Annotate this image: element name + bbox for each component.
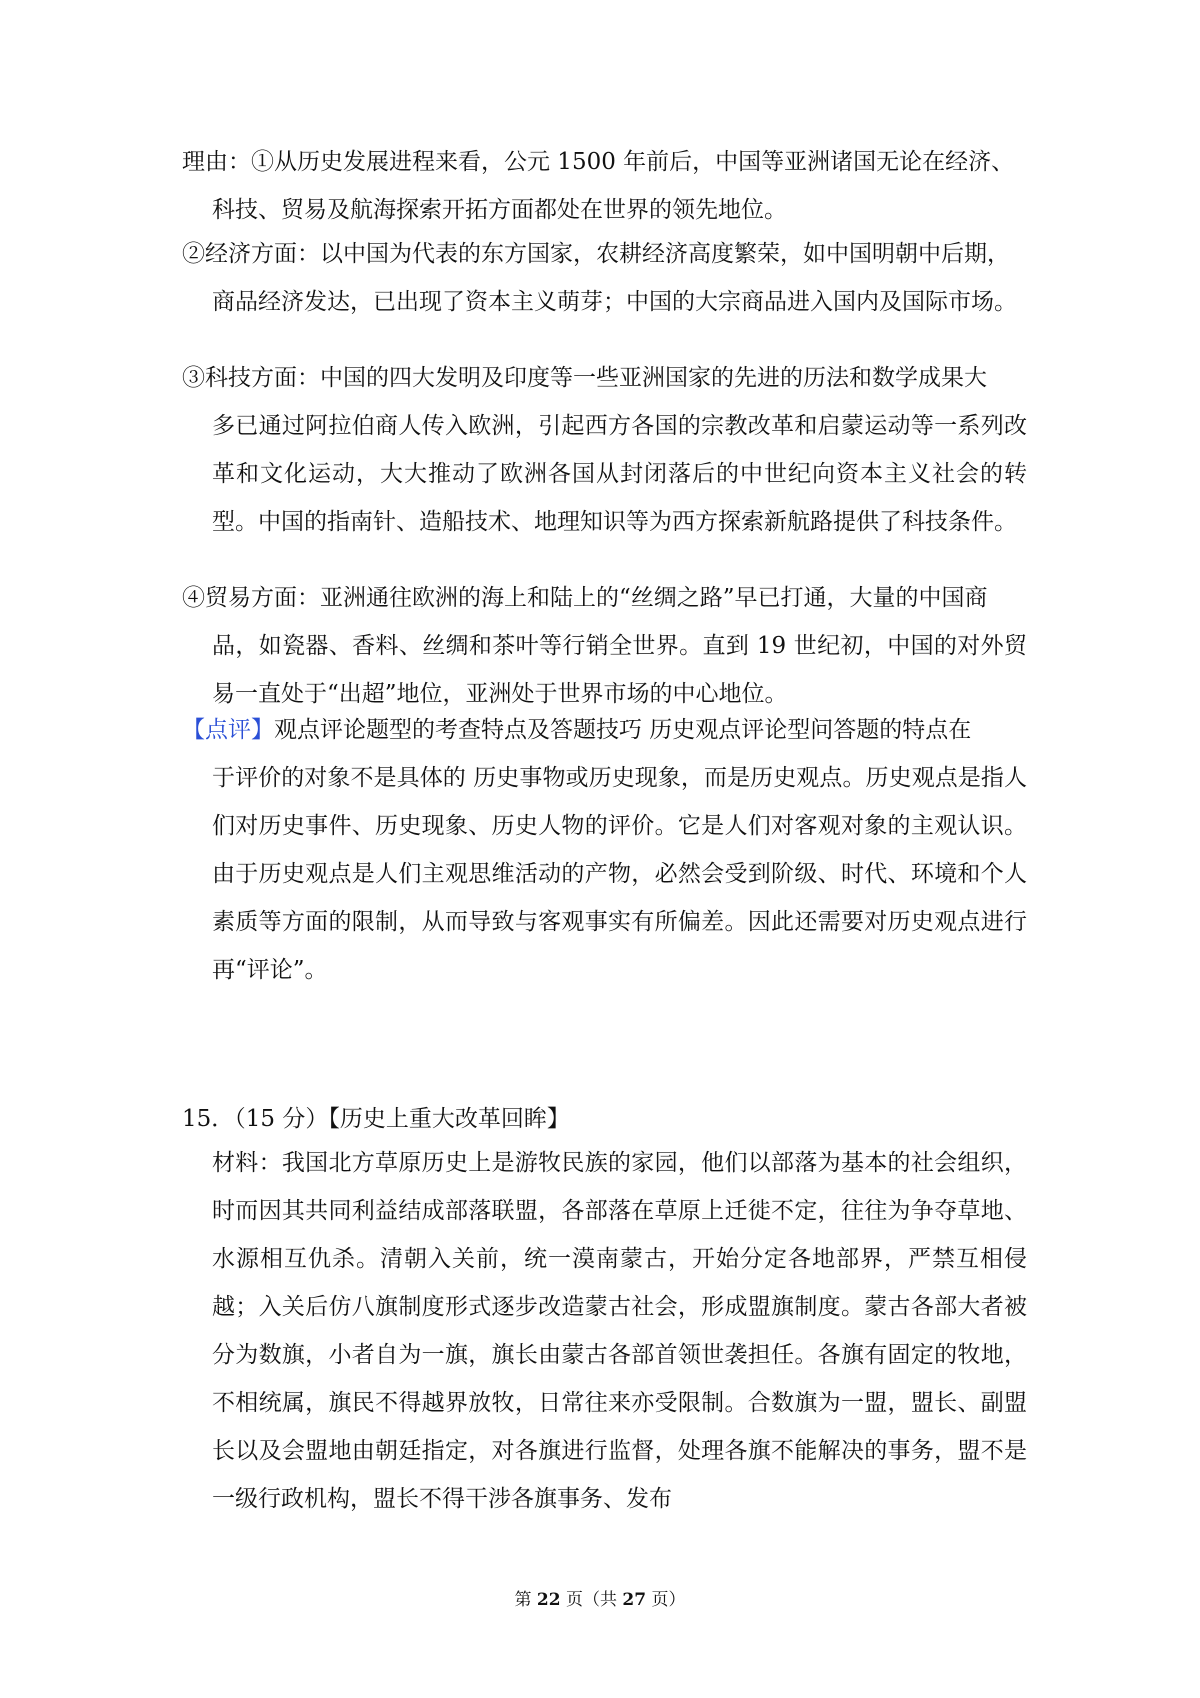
reason-first-line: 理由：①从历史发展进程来看，公元 1500 年前后，中国等亚洲诸国无论在经济、 bbox=[182, 149, 1015, 175]
reason-continuation: 科技、贸易及航海探索开拓方面都处在世界的领先地位。 bbox=[212, 197, 787, 223]
comment-continuation: 于评价的对象不是具体的 历史事物或历史现象，而是历史观点。历史观点是指人们对历史事件、历史现象、历史人物的评价。它是人们对客观对象的主观认识。由于历史观点是人们主观思维活动的产物，必然会受到阶级、时代、环境和个人素质等方面的限制，从而导致与客观事实有所偏差。因此还需要对历史观点进行再“评论”。 bbox=[212, 765, 1027, 983]
tech-continuation: 多已通过阿拉伯商人传入欧洲，引起西方各国的宗教改革和启蒙运动等一系列改革和文化运动，大大推动了欧洲各国从封闭落后的中世纪向资本主义社会的转型。中国的指南针、造船技术、地理知识等为西方探索新航路提供了科技条件。 bbox=[212, 413, 1027, 535]
trade-continuation: 品，如瓷器、香料、丝绸和茶叶等行销全世界。直到 19 世纪初，中国的对外贸易一直处于“出超”地位，亚洲处于世界市场的中心地位。 bbox=[212, 633, 1027, 707]
footer-suffix: 页） bbox=[651, 1590, 686, 1610]
economy-paragraph bbox=[182, 230, 1027, 326]
economy-continuation: 商品经济发达，已出现了资本主义萌芽；中国的大宗商品进入国内及国际市场。 bbox=[212, 289, 1017, 315]
footer-page-number: 22 bbox=[536, 1590, 561, 1610]
question-title: 15．（15 分）【历史上重大改革回眸】 bbox=[182, 1106, 570, 1132]
economy-first-line: ②经济方面：以中国为代表的东方国家，农耕经济高度繁荣，如中国明朝中后期， bbox=[182, 241, 1010, 267]
comment-tag: 【点评】 bbox=[182, 717, 274, 743]
tech-paragraph bbox=[182, 354, 1027, 546]
footer-middle: 页（共 bbox=[566, 1590, 617, 1610]
reason-paragraph bbox=[182, 138, 1027, 234]
trade-paragraph bbox=[182, 574, 1027, 718]
tech-first-line: ③科技方面：中国的四大发明及印度等一些亚洲国家的先进的历法和数学成果大 bbox=[182, 365, 987, 391]
comment-first-text: 观点评论题型的考查特点及答题技巧 历史观点评论型问答题的特点在 bbox=[274, 717, 972, 743]
footer-total-pages: 27 bbox=[622, 1590, 647, 1610]
footer-prefix: 第 bbox=[514, 1590, 532, 1610]
comment-first-line bbox=[182, 706, 1027, 754]
trade-first-line: ④贸易方面：亚洲通往欧洲的海上和陆上的“丝绸之路”早已打通，大量的中国商 bbox=[182, 585, 988, 611]
question-material: 材料：我国北方草原历史上是游牧民族的家园，他们以部落为基本的社会组织，时而因其共同利益结成部落联盟，各部落在草原上迁徙不定，往往为争夺草地、水源相互仇杀。清朝入关前，统一漠南蒙古，开始分定各地部界，严禁互相侵越；入关后仿八旗制度形式逐步改造蒙古社会，形成盟旗制度。蒙古各部大者被分为数旗，小者自为一旗，旗长由蒙古各部首领世袭担任。各旗有固定的牧地，不相统属，旗民不得越界放牧，日常往来亦受限制。合数旗为一盟，盟长、副盟长以及会盟地由朝廷指定，对各旗进行监督，处理各旗不能解决的事务，盟不是一级行政机构，盟长不得干涉各旗事务、发布 bbox=[212, 1150, 1027, 1512]
comment-paragraph bbox=[182, 706, 1027, 994]
page-footer bbox=[0, 1585, 1200, 1610]
